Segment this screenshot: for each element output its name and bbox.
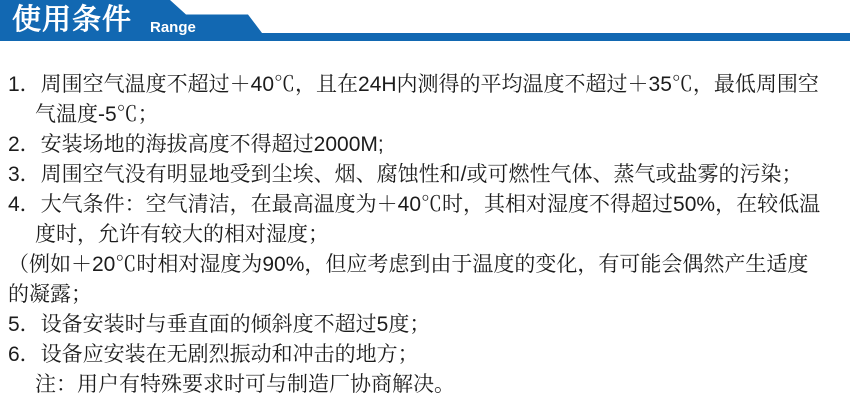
section-subtitle: Range <box>150 19 196 36</box>
condition-line-2: 气温度-5℃； <box>35 103 159 126</box>
section-title: 使用条件 <box>12 4 133 36</box>
section-header-banner <box>0 0 850 41</box>
condition-line-8: 的凝露； <box>8 283 92 306</box>
condition-line-7: （例如＋20℃时相对湿度为90%，但应考虑到由于温度的变化，有可能会偶然产生适度 <box>8 253 809 276</box>
condition-line-6: 度时，允许有较大的相对湿度； <box>35 223 329 246</box>
conditions-list <box>0 41 850 400</box>
condition-line-9: 5．设备安装时与垂直面的倾斜度不超过5度； <box>8 313 431 336</box>
condition-line-4: 3．周围空气没有明显地受到尘埃、烟、腐蚀性和/或可燃性气体、蒸气或盐雾的污染； <box>8 163 803 186</box>
condition-line-10: 6．设备应安装在无剧烈振动和冲击的地方； <box>8 343 419 366</box>
condition-line-5: 4．大气条件：空气清洁，在最高温度为＋40℃时，其相对湿度不得超过50%，在较低温 <box>8 193 821 216</box>
condition-line-11: 注：用户有特殊要求时可与制造厂协商解决。 <box>35 373 455 396</box>
condition-line-1: 1．周围空气温度不超过＋40℃，且在24H内测得的平均温度不超过＋35℃，最低周围空 <box>8 73 819 96</box>
condition-line-3: 2．安装场地的海拔高度不得超过2000M; <box>8 133 384 156</box>
